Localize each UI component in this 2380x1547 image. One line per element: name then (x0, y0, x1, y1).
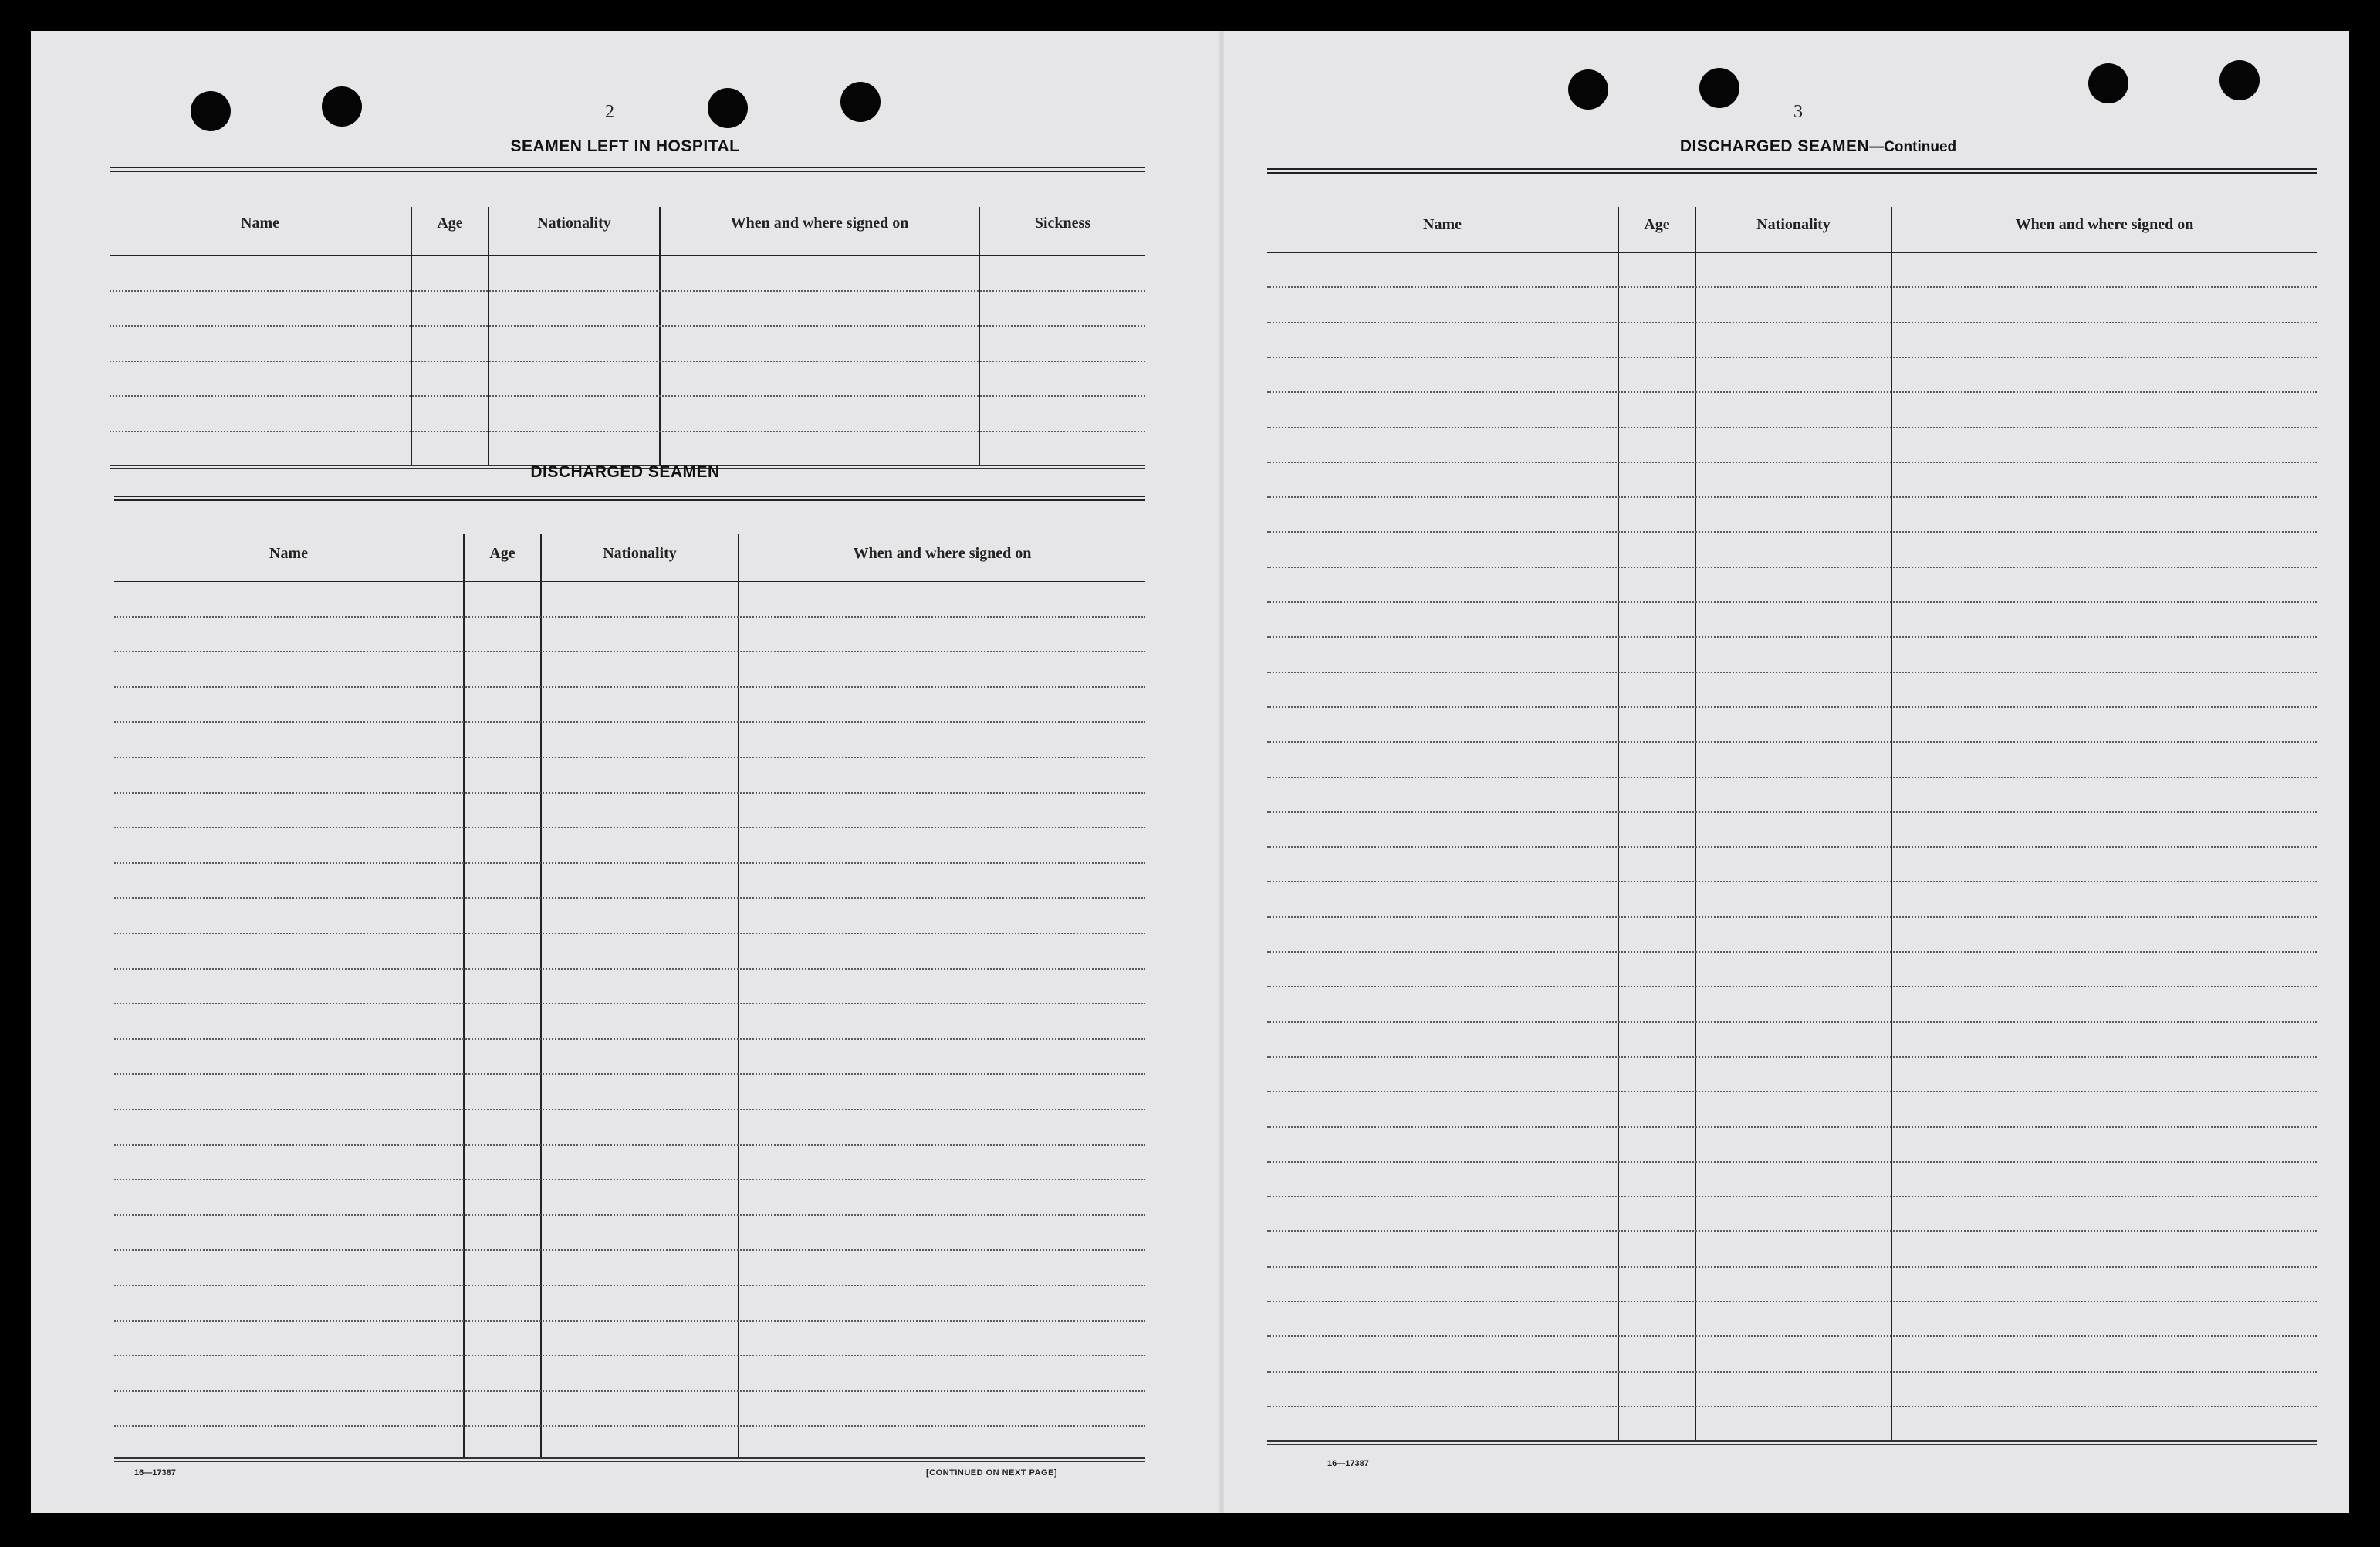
table-row (1267, 567, 2317, 568)
table-row (114, 1144, 1145, 1146)
table-row (1267, 1230, 2317, 1232)
table-row (114, 1249, 1145, 1251)
table-row (114, 862, 1145, 864)
table-row (1267, 1266, 2317, 1268)
table-bottom-rule (114, 1457, 1145, 1462)
table-row (1267, 601, 2317, 603)
column-header-name: Name (269, 545, 308, 562)
table-row (1267, 462, 2317, 463)
column-header-signed-on: When and where signed on (2015, 216, 2194, 233)
table-row (1267, 1021, 2317, 1023)
table-row (114, 616, 1145, 618)
table-top-rule (1267, 168, 2317, 174)
column-divider (488, 207, 489, 465)
table-row (1267, 357, 2317, 358)
column-divider (463, 534, 465, 1457)
hospital-table (110, 167, 1145, 476)
column-header-signed-on: When and where signed on (853, 545, 1032, 562)
table-row (1267, 1406, 2317, 1407)
table-row (1267, 1196, 2317, 1197)
table-row (114, 1390, 1145, 1392)
table-row (1267, 1161, 2317, 1163)
page-number: 3 (1793, 102, 1803, 122)
column-divider (540, 534, 542, 1457)
discharged-continued-title (1270, 137, 2349, 156)
table-bottom-rule (1267, 1440, 2317, 1445)
form-number: 16—17387 (1327, 1459, 1369, 1468)
table-row (1267, 881, 2317, 882)
header-rule (114, 581, 1145, 582)
hospital-section-title: SEAMEN LEFT IN HOSPITAL (510, 137, 740, 155)
table-row (1267, 986, 2317, 987)
discharged-table (114, 496, 1145, 1461)
table-row (1267, 1335, 2317, 1337)
table-row (1267, 741, 2317, 743)
column-divider (411, 207, 412, 465)
column-header-nationality: Nationality (537, 215, 611, 232)
table-row (1267, 1301, 2317, 1302)
column-header-sickness: Sickness (1034, 215, 1091, 232)
column-divider (659, 207, 661, 465)
table-row (1267, 1371, 2317, 1373)
table-row (1267, 496, 2317, 498)
table-row (114, 651, 1145, 652)
column-header-name: Name (241, 215, 279, 232)
table-row (1267, 1056, 2317, 1058)
column-header-age: Age (489, 545, 516, 562)
continued-note: [CONTINUED ON NEXT PAGE] (926, 1468, 1058, 1478)
title-continued: —Continued (1869, 139, 1957, 155)
table-row (114, 827, 1145, 828)
table-row (114, 968, 1145, 970)
column-header-nationality: Nationality (1756, 216, 1831, 233)
table-row (114, 1425, 1145, 1427)
table-row (1267, 636, 2317, 638)
table-row (1267, 846, 2317, 848)
table-row (114, 757, 1145, 758)
table-row (114, 1285, 1145, 1286)
column-divider (738, 534, 739, 1457)
column-header-age: Age (437, 215, 463, 232)
table-row (114, 1038, 1145, 1040)
table-row (1267, 1126, 2317, 1128)
table-row (1267, 1091, 2317, 1092)
table-row (1267, 951, 2317, 953)
header-rule (110, 255, 1145, 256)
table-top-rule (110, 167, 1145, 172)
column-divider (979, 207, 980, 465)
table-row (1267, 811, 2317, 813)
table-row (110, 395, 1145, 397)
table-row (1267, 916, 2317, 918)
table-row (114, 1003, 1145, 1004)
discharged-continued-table (1267, 168, 2317, 1450)
right-page (1224, 31, 2349, 1513)
table-row (1267, 322, 2317, 323)
header-rule (1267, 252, 2317, 253)
table-row (114, 1109, 1145, 1110)
title-main: DISCHARGED SEAMEN (1679, 137, 1870, 155)
form-number: 16—17387 (134, 1468, 176, 1478)
table-row (110, 361, 1145, 362)
table-row (1267, 286, 2317, 288)
table-row (1267, 777, 2317, 778)
table-row (114, 792, 1145, 794)
column-header-nationality: Nationality (603, 545, 677, 562)
table-row (110, 431, 1145, 432)
column-header-signed-on: When and where signed on (730, 215, 909, 232)
table-row (114, 1214, 1145, 1216)
column-header-age: Age (1644, 216, 1670, 233)
table-row (1267, 706, 2317, 708)
table-row (114, 933, 1145, 934)
table-row (114, 1179, 1145, 1180)
table-row (114, 686, 1145, 688)
table-row (114, 1073, 1145, 1075)
table-top-rule (114, 496, 1145, 501)
document-sheet (31, 31, 2349, 1513)
table-row (114, 721, 1145, 723)
table-row (110, 325, 1145, 327)
table-row (114, 897, 1145, 899)
table-row (114, 1320, 1145, 1322)
table-row (1267, 391, 2317, 393)
table-row (1267, 427, 2317, 428)
table-row (110, 290, 1145, 292)
column-header-name: Name (1423, 216, 1462, 233)
table-row (1267, 531, 2317, 533)
table-row (114, 1355, 1145, 1356)
page-number: 2 (605, 102, 614, 122)
table-row (1267, 672, 2317, 673)
left-page (31, 31, 1219, 1513)
discharged-section-title: DISCHARGED SEAMEN (530, 463, 720, 481)
